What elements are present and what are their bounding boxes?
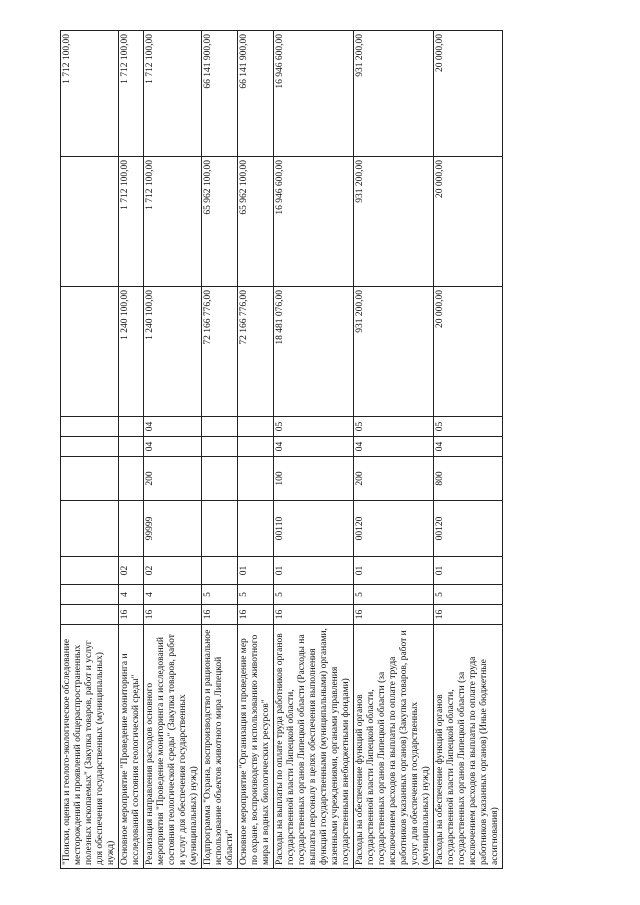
code-cell-c1: 16 xyxy=(119,605,144,625)
code-cell-c1: 16 xyxy=(354,605,434,625)
budget-table xyxy=(60,30,503,869)
amount-cell-v3: 66 141 900,00 xyxy=(202,31,238,157)
amount-cell-v3: 931 200,00 xyxy=(354,31,434,157)
amount-cell-v1 xyxy=(61,287,119,417)
code-cell-c2: 4 xyxy=(119,585,144,605)
code-cell-c2: 4 xyxy=(144,585,202,605)
table-row xyxy=(238,31,274,869)
amount-cell-v1: 931 200,00 xyxy=(354,287,434,417)
table-row xyxy=(119,31,144,869)
code-cell-c1: 16 xyxy=(144,605,202,625)
code-cell-c4: 00120 xyxy=(434,501,503,557)
table-row xyxy=(61,31,119,869)
code-cell-c4 xyxy=(119,501,144,557)
row-name-cell: Расходы на обеспечение функций органов государственной власти Липецкой области, государственных органов Липецкой области (за исключением расходов на выплаты по оплате труда работников указанных органов) (Закупка товаров, работ и услуг для обеспечения государственных (муниципальных) нужд) xyxy=(354,625,434,869)
code-cell-c6: 04 xyxy=(434,437,503,457)
amount-cell-v1: 18 481 076,00 xyxy=(274,287,354,417)
code-cell-c3: 01 xyxy=(238,557,274,585)
amount-cell-v1: 1 240 100,00 xyxy=(119,287,144,417)
code-cell-c4 xyxy=(238,501,274,557)
code-cell-c4: 00120 xyxy=(354,501,434,557)
amount-cell-v3: 1 712 100,00 xyxy=(144,31,202,157)
code-cell-c6 xyxy=(119,437,144,457)
row-name-cell: Расходы на обеспечение функций органов государственной власти Липецкой области, государственных органов Липецкой области (за исключением расходов на выплаты по оплате труда работников указанных органов) (Иные бюджетные ассигнования) xyxy=(434,625,503,869)
code-cell-c3: 01 xyxy=(354,557,434,585)
code-cell-c1: 16 xyxy=(238,605,274,625)
code-cell-c1: 16 xyxy=(274,605,354,625)
code-cell-c6: 04 xyxy=(144,437,202,457)
code-cell-c7: 04 xyxy=(144,417,202,437)
code-cell-c4: 00110 xyxy=(274,501,354,557)
code-cell-c7: 05 xyxy=(434,417,503,437)
code-cell-c1 xyxy=(61,605,119,625)
row-name-cell: Расходы на выплаты по оплате труда работников органов государственной власти Липецкой области, государственных органов Липецкой области (Расходы на выплаты персоналу в целях обеспечения выполнения функций государственными (муниципальными) органами, казенными учреждениями, органами управления государственными внебюджетными фондами) xyxy=(274,625,354,869)
amount-cell-v3: 1 712 100,00 xyxy=(119,31,144,157)
code-cell-c6 xyxy=(238,437,274,457)
amount-cell-v3: 66 141 900,00 xyxy=(238,31,274,157)
code-cell-c1: 16 xyxy=(202,605,238,625)
code-cell-c2: 5 xyxy=(238,585,274,605)
code-cell-c7 xyxy=(119,417,144,437)
amount-cell-v2: 65 962 100,00 xyxy=(202,157,238,287)
table-body xyxy=(61,31,503,869)
code-cell-c2: 5 xyxy=(202,585,238,605)
table-row xyxy=(354,31,434,869)
amount-cell-v2: 16 946 600,00 xyxy=(274,157,354,287)
amount-cell-v3: 16 946 600,00 xyxy=(274,31,354,157)
table-row xyxy=(202,31,238,869)
code-cell-c3: 01 xyxy=(434,557,503,585)
amount-cell-v2: 1 712 100,00 xyxy=(119,157,144,287)
code-cell-c4 xyxy=(61,501,119,557)
code-cell-c3: 02 xyxy=(144,557,202,585)
code-cell-c6: 04 xyxy=(354,437,434,457)
amount-cell-v2: 1 712 100,00 xyxy=(144,157,202,287)
amount-cell-v1: 72 166 776,00 xyxy=(238,287,274,417)
code-cell-c5 xyxy=(61,457,119,501)
row-name-cell: "Поиски, оценка и геолого-экологическое обследование месторождений и проявлений общераспространенных полезных ископаемых" (Закупка товаров, работ и услуг для обеспечения государственных (муниципальных) нужд) xyxy=(61,625,119,869)
amount-cell-v2: 20 000,00 xyxy=(434,157,503,287)
table-row xyxy=(274,31,354,869)
amount-cell-v2: 931 200,00 xyxy=(354,157,434,287)
code-cell-c5: 200 xyxy=(354,457,434,501)
code-cell-c4 xyxy=(202,501,238,557)
row-name-cell: Основное мероприятие "Организация и проведение мер по охране, воспроизводству и использованию животного мира и водных биологических ресурсов" xyxy=(238,625,274,869)
code-cell-c3: 02 xyxy=(119,557,144,585)
table-row xyxy=(434,31,503,869)
table-row xyxy=(144,31,202,869)
code-cell-c5 xyxy=(202,457,238,501)
code-cell-c2: 5 xyxy=(354,585,434,605)
code-cell-c7 xyxy=(61,417,119,437)
code-cell-c7 xyxy=(202,417,238,437)
amount-cell-v2: 65 962 100,00 xyxy=(238,157,274,287)
amount-cell-v1: 20 000,00 xyxy=(434,287,503,417)
code-cell-c5 xyxy=(119,457,144,501)
code-cell-c5: 200 xyxy=(144,457,202,501)
code-cell-c5: 100 xyxy=(274,457,354,501)
row-name-cell: Подпрограмма "Охрана, воспроизводство и рациональное использование объектов животного мира Липецкой области" xyxy=(202,625,238,869)
code-cell-c3: 01 xyxy=(274,557,354,585)
code-cell-c6: 04 xyxy=(274,437,354,457)
amount-cell-v2 xyxy=(61,157,119,287)
code-cell-c3 xyxy=(202,557,238,585)
code-cell-c2: 5 xyxy=(274,585,354,605)
row-name-cell: Реализация направления расходов основного мероприятия "Проведение мониторинга и исследований состояния геологической среды" (Закупка товаров, работ и услуг для обеспечения государственных (муниципальных) нужд) xyxy=(144,625,202,869)
amount-cell-v3: 20 000,00 xyxy=(434,31,503,157)
amount-cell-v3: 1 712 100,00 xyxy=(61,31,119,157)
code-cell-c2 xyxy=(61,585,119,605)
code-cell-c5 xyxy=(238,457,274,501)
amount-cell-v1: 72 166 776,00 xyxy=(202,287,238,417)
code-cell-c3 xyxy=(61,557,119,585)
amount-cell-v1: 1 240 100,00 xyxy=(144,287,202,417)
row-name-cell: Основное мероприятие "Проведение мониторинга и исследований состояния геологической среды" xyxy=(119,625,144,869)
code-cell-c7 xyxy=(238,417,274,437)
code-cell-c1: 16 xyxy=(434,605,503,625)
rotated-table-wrapper xyxy=(60,31,576,869)
code-cell-c7: 05 xyxy=(354,417,434,437)
code-cell-c6 xyxy=(202,437,238,457)
code-cell-c6 xyxy=(61,437,119,457)
code-cell-c2: 5 xyxy=(434,585,503,605)
code-cell-c5: 800 xyxy=(434,457,503,501)
code-cell-c4: 99999 xyxy=(144,501,202,557)
code-cell-c7: 05 xyxy=(274,417,354,437)
